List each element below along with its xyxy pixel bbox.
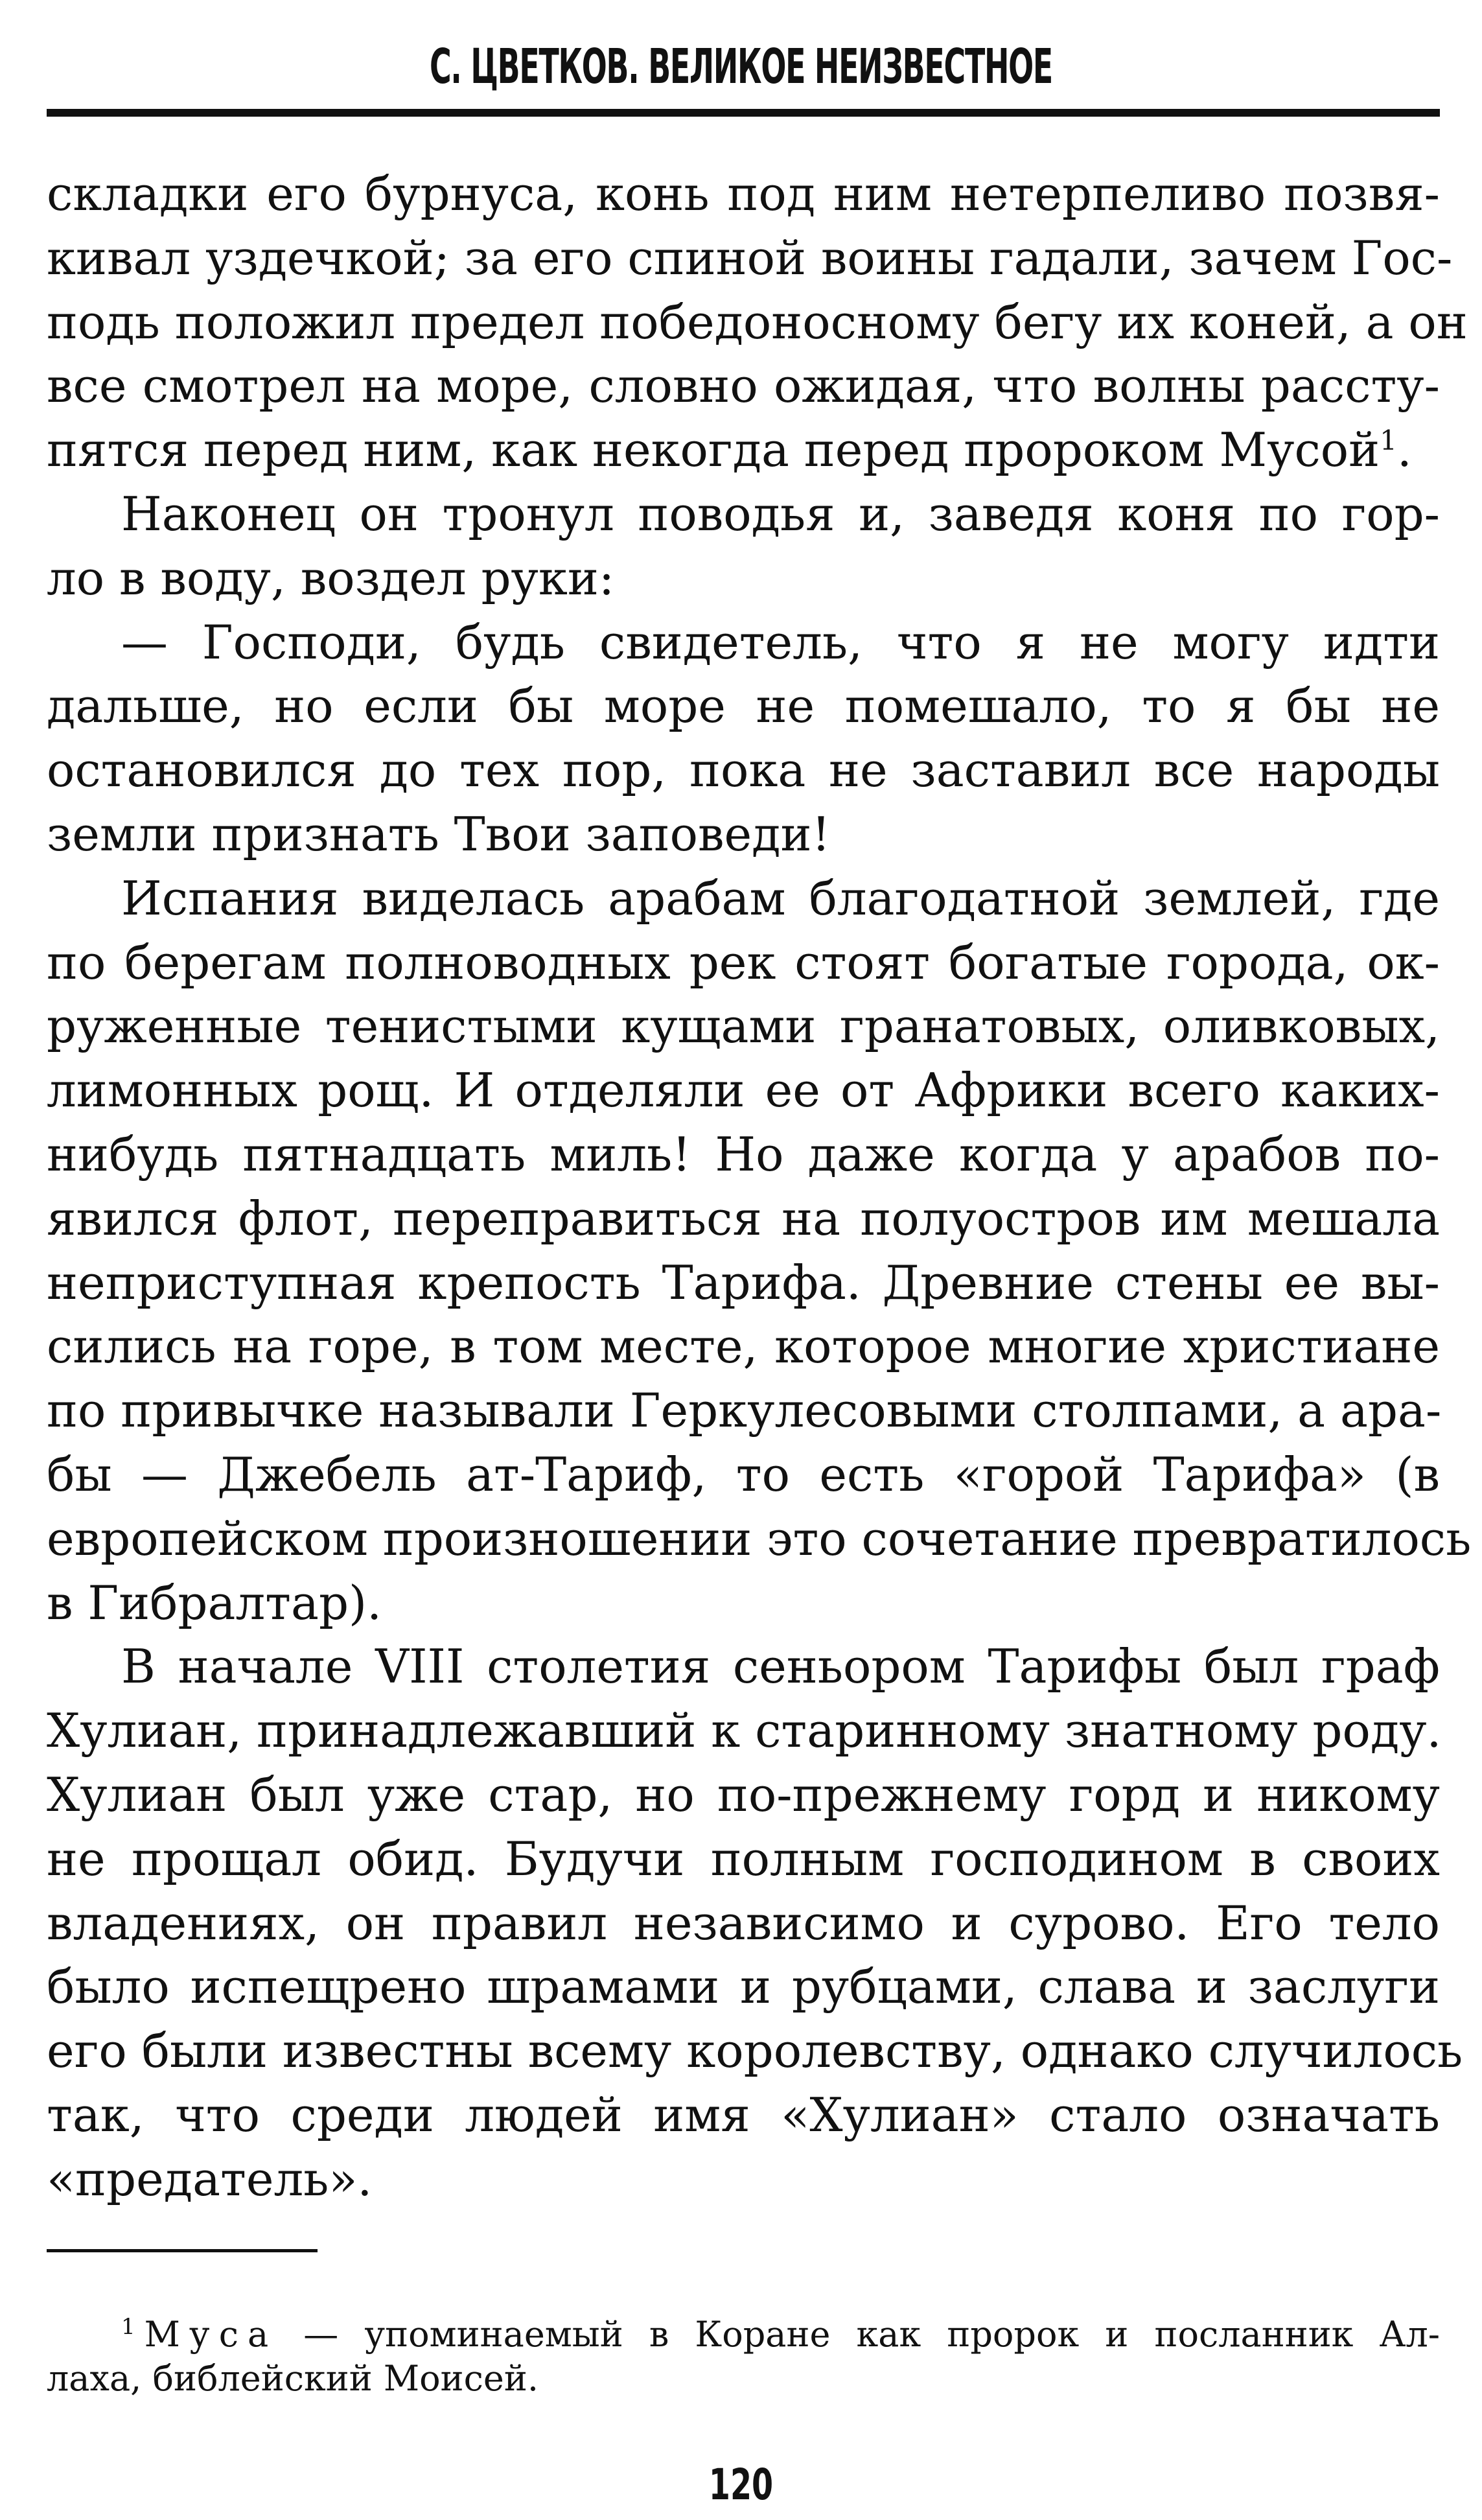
text-line: лимонных рощ. И отделяли ее от Африки всего каких- [47, 1063, 1440, 1118]
text-line: Наконец он тронул поводья и, заведя коня по гор- [121, 486, 1440, 541]
text-line-content: пятся перед ним, как некогда перед пророком Мусой [47, 423, 1380, 478]
footnote-line: лаха, библейский Моисей. [47, 2358, 539, 2399]
text-line: — Господи, будь свидетель, что я не могу идти [121, 614, 1440, 670]
footnote-marker: 1 [121, 2314, 135, 2340]
text-line: пятся перед ним, как некогда перед пророком Мусой$^1$. [47, 423, 1412, 478]
text-line: нибудь пятнадцать миль! Но даже когда у арабов по- [47, 1126, 1440, 1182]
text-line: по привычке называли Геркулесовыми столпами, а ара- [47, 1383, 1442, 1438]
footnote-line [47, 2313, 1440, 2357]
text-line: все смотрел на море, словно ожидая, что волны рассту- [47, 358, 1440, 414]
text-line: подь положил предел победоносному бегу их коней, а он [47, 294, 1468, 349]
text-line: дальше, но если бы море не помешало, то я бы не [47, 679, 1440, 734]
paragraph [47, 1635, 1463, 2211]
text-line: руженные тенистыми кущами гранатовых, оливковых, [47, 999, 1440, 1054]
page-number: 120 [708, 2460, 774, 2510]
text-line: в Гибралтар). [47, 1575, 382, 1630]
text-line: В начале VIII столетия сеньором Тарифы был граф [121, 1639, 1440, 1694]
header-rule [47, 109, 1440, 117]
paragraph [47, 482, 1440, 611]
text-line: складки его бурнуса, конь под ним нетерпеливо позвя- [47, 167, 1440, 221]
text-line: Хулиан был уже стар, но по-прежнему горд и никому [47, 1767, 1440, 1822]
text-line: владениях, он правил независимо и сурово. Его тело [47, 1895, 1440, 1950]
text-line: по берегам полноводных рек стоят богатые города, ок- [47, 935, 1440, 990]
text-line: его были известны всему королевству, однако случилось [47, 2024, 1463, 2079]
text-line: не прощал обид. Будучи полным господином в своих [47, 1831, 1440, 1886]
footnote [47, 2313, 1440, 2401]
text-line: кивал уздечкой; за его спиной воины гадали, зачем Гос- [47, 230, 1453, 285]
text-line: Испания виделась арабам благодатной землей, где [121, 870, 1440, 926]
text-line: Хулиан, принадлежавший к старинному знатному роду. [47, 1703, 1442, 1758]
paragraph [47, 162, 1468, 482]
footnote-term: Муса [144, 2314, 278, 2355]
main-text [47, 162, 1472, 2211]
text-line: было испещрено шрамами и рубцами, слава и заслуги [47, 1959, 1440, 2014]
text-line: земли признать Твои заповеди! [47, 806, 831, 861]
text-line: сились на горе, в том месте, которое многие христиане [47, 1319, 1440, 1374]
text-line: «предатель». [47, 2151, 373, 2206]
footnote-text: — упоминаемый в Коране как пророк и посланник Ал- [277, 2314, 1440, 2355]
footnote-reference: 1 [1380, 425, 1397, 457]
text-line: явился флот, переправиться на полуостров им мешала [47, 1191, 1440, 1246]
text-line: так, что среди людей имя «Хулиан» стало означать [47, 2087, 1440, 2142]
text-line: ло в воду, воздел руки: [47, 550, 615, 605]
paragraph [47, 611, 1440, 867]
running-title: С. ЦВЕТКОВ. ВЕЛИКОЕ НЕИЗВЕСТНОЕ [429, 39, 1053, 95]
footnote-rule [47, 2249, 318, 2252]
text-line: европейском произношении это сочетание превратилось [47, 1511, 1472, 1566]
text-line: остановился до тех пор, пока не заставил все народы [47, 743, 1440, 798]
text-line: бы — Джебель ат-Тариф, то есть «горой Тарифа» (в [47, 1447, 1440, 1502]
paragraph [47, 867, 1472, 1635]
text-line: неприступная крепость Тарифа. Древние стены ее вы- [47, 1255, 1440, 1310]
